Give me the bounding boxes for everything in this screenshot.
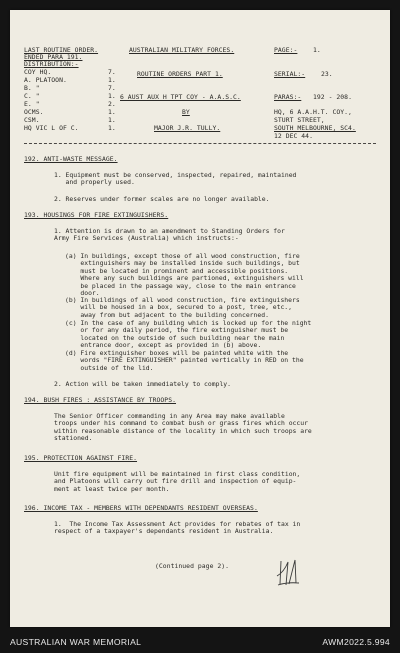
distribution-unit: C. " (24, 92, 40, 100)
header-divider (24, 143, 376, 144)
section-193-heading: 193. HOUSINGS FOR FIRE EXTINGUISHERS. (24, 211, 169, 219)
by-label: BY (182, 108, 190, 116)
document-title: AUSTRALIAN MILITARY FORCES. (129, 46, 235, 54)
routine-orders-title: ROUTINE ORDERS PART 1. (137, 70, 223, 78)
section-195-body: Unit fire equipment will be maintained in first class condition, and Platoons will carry out fire drill and inspection of equip- ment at least twice per month. (54, 470, 301, 493)
distribution-unit: A. PLATOON. (24, 76, 67, 84)
distribution-num: 7. (108, 84, 116, 92)
distribution-num: 7. (108, 68, 116, 76)
last-routine-order: LAST ROUTINE ORDER. (24, 46, 99, 54)
section-196-body: 1. The Income Tax Assessment Act provides for rebates of tax in respect of a taxpayer's dependants resident in Australia. (54, 520, 301, 536)
paras-range: 192 - 208. (313, 93, 352, 101)
distribution-label: DISTRIBUTION:- (24, 60, 79, 68)
address-line: SOUTH MELBOURNE, SC4. (274, 124, 356, 132)
address-line: HQ, 6 A.A.H.T. COY., (274, 108, 352, 116)
section-193-para-1: 1. Attention is drawn to an amendment to Standing Orders for Army Fire Services (Australia) which instructs:- (54, 227, 285, 243)
section-194-heading: 194. BUSH FIRES : ASSISTANCE BY TROOPS. (24, 396, 177, 404)
document-page (10, 10, 390, 627)
address-line: STURT STREET, (274, 116, 325, 124)
paras-label: PARAS:- (274, 93, 302, 101)
section-193-item-d: (d) Fire extinguisher boxes will be painted white with the words "FIRE EXTINGUISHER" painted vertically in RED on the outside of the lid. (65, 349, 304, 372)
serial-number: 23. (321, 70, 333, 78)
section-193-item-c: (c) In the case of any building which is locked up for the night or for any daily period, the fire extinguisher must be located on the outside of such building near the main entrance door, except as provided in (b) above. (65, 319, 312, 350)
distribution-num: 1. (108, 92, 116, 100)
page-label: PAGE:- (274, 46, 298, 54)
distribution-num: 1. (108, 108, 116, 116)
order-date: 12 DEC 44. (274, 132, 313, 140)
section-192-para-2: 2. Reserves under former scales are no longer available. (54, 195, 270, 203)
distribution-num: 1. (108, 76, 116, 84)
section-193-item-b: (b) In buildings of all wood construction, fire extinguishers will be housed in a box, secured to a post, tree, etc., away from but adjacent to the building concerned. (65, 296, 300, 319)
officer-name: MAJOR J.R. TULLY. (154, 124, 221, 132)
distribution-unit: B. " (24, 84, 40, 92)
distribution-unit: CSM. (24, 116, 40, 124)
distribution-unit: E. " (24, 100, 40, 108)
section-194-body: The Senior Officer commanding in any Area may make available troops under his command to combat bush or grass fires which occur within reasonable distance of the locality in which such troops are stationed. (54, 412, 312, 443)
serial-label: SERIAL:- (274, 70, 306, 78)
handwritten-initials (275, 558, 301, 588)
section-195-heading: 195. PROTECTION AGAINST FIRE. (24, 454, 138, 462)
distribution-unit: HQ VIC L OF C. (24, 124, 79, 132)
section-192-heading: 192. ANTI-WASTE MESSAGE. (24, 155, 118, 163)
ended-para: ENDED PARA 191. (24, 53, 83, 61)
distribution-unit: COY HQ. (24, 68, 52, 76)
footer-accession-number: AWM2022.5.994 (322, 637, 390, 647)
section-193-item-a: (a) In buildings, except those of all wood construction, fire extinguishers may be installed inside such buildings, but must be located in prominent and accessible positions. Where any such buildings are partioned, extinguishers will be placed in the passage way, close to the main entrance door. (65, 252, 304, 298)
archive-footer (0, 628, 400, 653)
unit-name: 6 AUST AUX H TPT COY - A.A.S.C. (120, 93, 241, 101)
section-193-para-2: 2. Action will be taken immediately to comply. (54, 380, 231, 388)
continued-note: (Continued page 2). (155, 562, 230, 570)
distribution-num: 2. (108, 100, 116, 108)
footer-institution: AUSTRALIAN WAR MEMORIAL (10, 637, 142, 647)
distribution-num: 1. (108, 116, 116, 124)
distribution-unit: OCMS. (24, 108, 44, 116)
section-192-para-1: 1. Equipment must be conserved, inspected, repaired, maintained and properly used. (54, 171, 297, 187)
section-196-heading: 196. INCOME TAX - MEMBERS WITH DEPENDANTS RESIDENT OVERSEAS. (24, 504, 258, 512)
distribution-num: 1. (108, 124, 116, 132)
page-number: 1. (313, 46, 321, 54)
